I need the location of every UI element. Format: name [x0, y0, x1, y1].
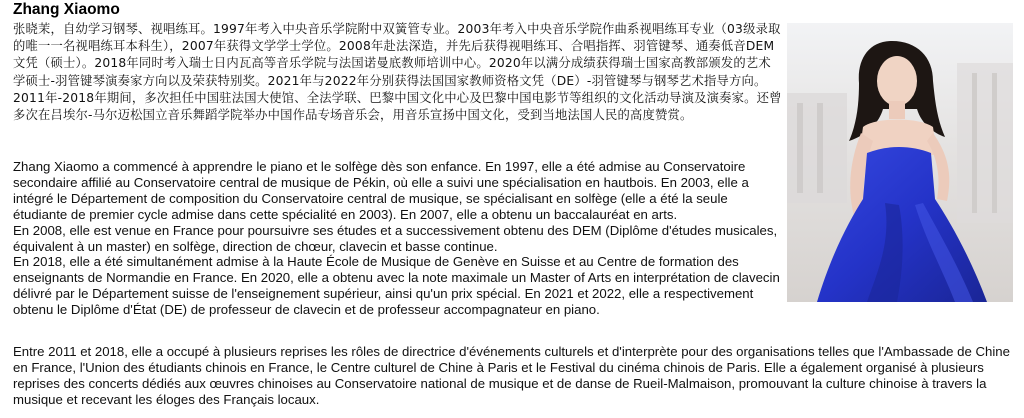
portrait-photo — [787, 23, 1013, 302]
french-bio-block — [13, 159, 783, 318]
french-bio-paragraph: En 2008, elle est venue en France pour poursuivre ses études et a successivement obtenu des DEM (Diplôme d'études musicales, équivalent à un master) en solfège, direction de chœur, clavecin et basse continue. — [13, 222, 778, 254]
portrait-illustration — [787, 23, 1013, 302]
page-title: Zhang Xiaomo — [13, 1, 120, 18]
french-bio-paragraph: Entre 2011 et 2018, elle a occupé à plusieurs reprises les rôles de directrice d'événements culturels et d'interprète pour des organisations telles que l'Ambassade de Chine en France, l'Union des étudiants chinois en France, le Centre culturel de Chine à Paris et le Festival du cinéma chinois de Paris. Elle a également organisé à plusieurs reprises des concerts dédiés aux œuvres chinoises au Conservatoire national de musique et de danse de Rueil-Malmaison, promouvant la culture chinoise à travers la musique et recevant les éloges des Français locaux. — [13, 344, 1010, 407]
french-bio-paragraph: Zhang Xiaomo a commencé à apprendre le piano et le solfège dès son enfance. En 1997, elle a été admise au Conservatoire secondaire affilié au Conservatoire central de musique de Pékin, où elle a suivi une spécialisation en hautbois. En 2003, elle a intégré le Département de composition du Conservatoire central de musique, se spécialisant en solfège (elle a été la seule étudiante de premier cycle admise dans cette spécialité en 2003). En 2007, elle a obtenu un baccalauréat en arts. — [13, 159, 749, 222]
chinese-bio: 张晓茉，自幼学习钢琴、视唱练耳。1997年考入中央音乐学院附中双簧管专业。2003年考入中央音乐学院作曲系视唱练耳专业（03级录取的唯一一名视唱练耳本科生），2007年获得文学学士学位。2008年赴法深造，并先后获得视唱练耳、合唱指挥、羽管键琴、通奏低音DEM文凭（硕士）。2018年同时考入瑞士日内瓦高等音乐学院与法国诺曼底教师培训中心。2020年以满分成绩获得瑞士国家高教部颁发的艺术学硕士-羽管键琴演奏家方向以及荣获特别奖。2021年与2022年分别获得法国国家教师资格文凭（DE）-羽管键琴与钢琴艺术指导方向。2011年-2018年期间，多次担任中国驻法国大使馆、全法学联、巴黎中国文化中心及巴黎中国电影节等组织的文化活动导演及演奏家。还曾多次在吕埃尔-马尔迈松国立音乐舞蹈学院举办中国作品专场音乐会，用音乐宣扬中国文化，受到当地法国人民的高度赞赏。 — [13, 22, 782, 123]
french-bio-block-wide — [13, 344, 1013, 408]
french-bio-paragraph: En 2018, elle a été simultanément admise à la Haute École de Musique de Genève en Suisse et au Centre de formation des enseignants de Normandie en France. En 2020, elle a obtenu avec la note maximale un Master of Arts en interprétation de clavecin délivré par le Département suisse de l'enseignement supérieur, ainsi qu'un prix spécial. En 2021 et 2022, elle a respectivement obtenu le Diplôme d'État (DE) de professeur de clavecin et de professeur accompagnateur en piano. — [13, 254, 780, 318]
